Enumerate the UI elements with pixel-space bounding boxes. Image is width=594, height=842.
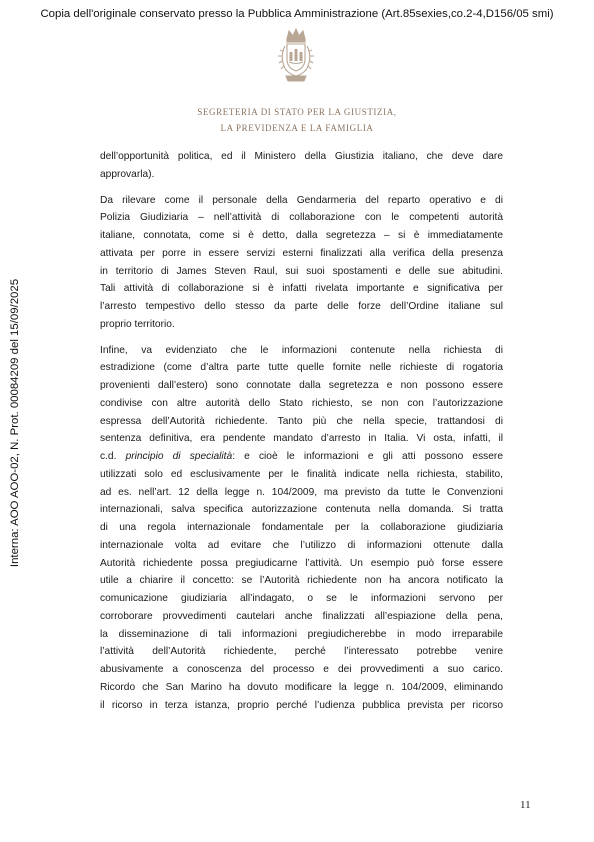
text-line-principle xyxy=(100,448,503,466)
text-line: l’arresto tempestivo dello stesso da parte delle forze dell’Ordine italiane sul xyxy=(100,301,503,312)
protocol-side-stamp xyxy=(8,270,22,575)
paragraph-estradizione xyxy=(100,342,503,715)
text-line: attivata per porre in essere servizi esterni finalizzati alla verifica della presenza xyxy=(100,247,503,259)
text-line: Infine, va evidenziato che le informazioni contenute nella richiesta di xyxy=(100,344,503,356)
text-line: sentenza definitiva, era pendente mandato d’arresto in Italia. Vi osta, infatti, il xyxy=(100,433,503,445)
text-line: Autorità richiedente possa pregiudicarne l’attività. Un esempio può forse essere xyxy=(100,557,503,569)
text-line: l’attività dell’Autorità richiedente, perché l’interessato potrebbe venire xyxy=(100,646,503,658)
text-line: di una regola internazionale fondamentale per la collaborazione giudiziaria xyxy=(100,522,503,533)
text-line: approvarla). xyxy=(100,168,155,180)
document-body xyxy=(100,148,503,722)
text-line: proprio territorio. xyxy=(100,318,175,330)
text-line: Polizia Giudiziaria – nell’attività di collaborazione con le competenti autorità xyxy=(100,212,503,224)
office-letterhead-line-2: LA PREVIDENZA E LA FAMIGLIA xyxy=(220,123,374,133)
text-line: condivise con altre autorità dello Stato richiesto, se non con l’autorizzazione xyxy=(100,397,503,409)
principle-suffix: : e cioè le informazioni e gli atti possono essere xyxy=(232,451,503,462)
text-line: espressa dell’Autorità richiedente. Tanto più che nella specie, trattandosi di xyxy=(100,415,503,427)
text-line: ad es. nell’art. 12 della legge n. 104/2009, ma previsto da tutte le Convenzioni xyxy=(100,486,503,498)
principle-prefix: c.d. xyxy=(100,451,126,462)
office-letterhead-line-1: SEGRETERIA DI STATO PER LA GIUSTIZIA, xyxy=(197,107,397,117)
text-line: internazionali, salva specifica autorizzazione contenuta nella domanda. Si tratta xyxy=(100,504,503,516)
text-line: utile a chiarire il concetto: se l’Autorità richiedente non ha ancora notificato la xyxy=(100,575,503,587)
text-line: Da rilevare come il personale della Gendarmeria del reparto operativo e di xyxy=(100,194,503,206)
text-line: Tali attività di collaborazione si è infatti rivelata importante e significativa per xyxy=(100,283,503,295)
text-line: abusivamente a conoscenza del processo e dei provvedimenti a suo carico. xyxy=(100,664,503,675)
protocol-copy-stamp: Copia dell'originale conservato presso la Pubblica Amministrazione (Art.85sexies,co.2-4,D156/05 smi) xyxy=(40,8,554,20)
paragraph-opening xyxy=(100,148,503,184)
text-line: la disseminazione di tali informazioni pregiudicherebbe in modo irreparabile xyxy=(100,628,503,640)
text-line: in territorio di James Steven Raul, sui suoi spostamenti e delle sue abitudini. xyxy=(100,265,503,277)
text-line: provenienti dall’estero) sono connotate dalla segretezza e non possono essere xyxy=(100,380,503,391)
office-letterhead xyxy=(0,104,594,136)
san-marino-coat-of-arms-icon xyxy=(276,26,316,86)
principle-term: principio di specialità xyxy=(125,451,233,462)
page-number: 11 xyxy=(520,799,531,811)
text-line: dell’opportunità politica, ed il Ministero della Giustizia italiano, che deve dare xyxy=(100,151,503,162)
text-line: italiane, connotata, come si è detto, dalla segretezza – si è immediatamente xyxy=(100,230,503,241)
protocol-side-stamp-text: Interna: AOO AOO-02, N. Prot. 0008420​9 del 15/09/2025 xyxy=(9,278,21,567)
text-line: comunicazione giudiziaria all’indagato, o se le informazioni servono per xyxy=(100,593,503,604)
text-line: Ricordo che San Marino ha dovuto modificare la legge n. 104/2009, eliminando xyxy=(100,681,503,693)
text-line: internazionale volta ad evitare che l’utilizzo di informazioni ottenute dalla xyxy=(100,539,503,551)
text-line: il ricorso in terza istanza, proprio perché l’udienza pubblica prevista per ricorso xyxy=(100,699,503,711)
text-line: corroborare provvedimenti cautelari anche finalizzati all’espiazione della pena, xyxy=(100,610,503,622)
text-line: estradizione (come d’altra parte tutte quelle fornite nelle richieste di rogatoria xyxy=(100,362,503,374)
paragraph-gendarmeria xyxy=(100,192,503,334)
text-line: utilizzati solo ed esclusivamente per le finalità indicate nella richiesta, stabilito, xyxy=(100,468,503,480)
